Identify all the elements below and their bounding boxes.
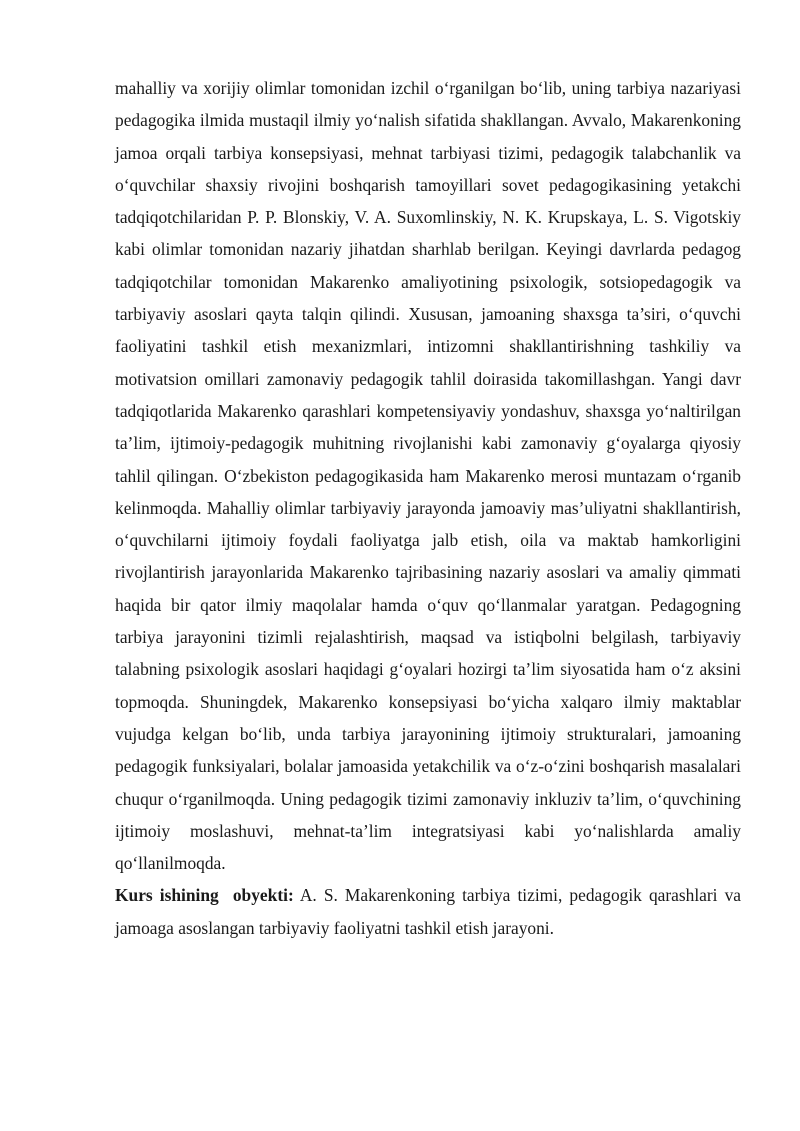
- object-paragraph: [115, 879, 741, 944]
- object-text: A. S. Makarenkoning tarbiya tizimi, pedagogik qarashlari va jamoaga asoslangan tarbiyaviy faoliyatni tashkil etish jarayoni.: [115, 885, 741, 938]
- document-page: [115, 72, 741, 944]
- object-label: Kurs ishining obyekti:: [115, 885, 294, 906]
- body-paragraph: mahalliy va xorijiy olimlar tomonidan izchil o‘rganilgan bo‘lib, uning tarbiya nazariyasi pedagogika ilmida mustaqil ilmiy yo‘nalish sifatida shakllangan. Avvalo, Makarenkoning jamoa orqali tarbiya konsepsiyasi, mehnat tarbiyasi tizimi, pedagogik talabchanlik va o‘quvchilar shaxsiy rivojini boshqarish tamoyillari sovet pedagogikasining yetakchi tadqiqotchilaridan P. P. Blonskiy, V. A. Suxomlinskiy, N. K. Krupskaya, L. S. Vigotskiy kabi olimlar tomonidan nazariy jihatdan sharhlab berilgan. Keyingi davrlarda pedagog tadqiqotchilar tomonidan Makarenko amaliyotining psixologik, sotsiopedagogik va tarbiyaviy asoslari qayta talqin qilindi. Xususan, jamoaning shaxsga ta’siri, o‘quvchi faoliyatini tashkil etish mexanizmlari, intizomni shakllantirishning tashkiliy va motivatsion omillari zamonaviy pedagogik tahlil doirasida takomillashgan. Yangi davr tadqiqotlarida Makarenko qarashlari kompetensiyaviy yondashuv, shaxsga yo‘naltirilgan ta’lim, ijtimoiy-pedagogik muhitning rivojlanishi kabi zamonaviy g‘oyalarga qiyosiy tahlil qilingan. O‘zbekiston pedagogikasida ham Makarenko merosi muntazam o‘rganib kelinmoqda. Mahalliy olimlar tarbiyaviy jarayonda jamoaviy mas’uliyatni shakllantirish, o‘quvchilarni ijtimoiy foydali faoliyatga jalb etish, oila va maktab hamkorligini rivojlantirish jarayonlarida Makarenko tajribasining nazariy asoslari va amaliy qimmati haqida bir qator ilmiy maqolalar hamda o‘quv qo‘llanmalar yaratgan. Pedagogning tarbiya jarayonini tizimli rejalashtirish, maqsad va istiqbolni belgilash, tarbiyaviy talabning psixologik asoslari haqidagi g‘oyalari hozirgi ta’lim siyosatida ham o‘z aksini topmoqda. Shuningdek, Makarenko konsepsiyasi bo‘yicha xalqaro ilmiy maktablar vujudga kelgan bo‘lib, unda tarbiya jarayonining ijtimoiy strukturalari, jamoaning pedagogik funksiyalari, bolalar jamoasida yetakchilik va o‘z-o‘zini boshqarish masalalari chuqur o‘rganilmoqda. Uning pedagogik tizimi zamonaviy inkluziv ta’lim, o‘quvchining ijtimoiy moslashuvi, mehnat-ta’lim integratsiyasi kabi yo‘nalishlarda amaliy qo‘llanilmoqda.: [115, 78, 741, 874]
